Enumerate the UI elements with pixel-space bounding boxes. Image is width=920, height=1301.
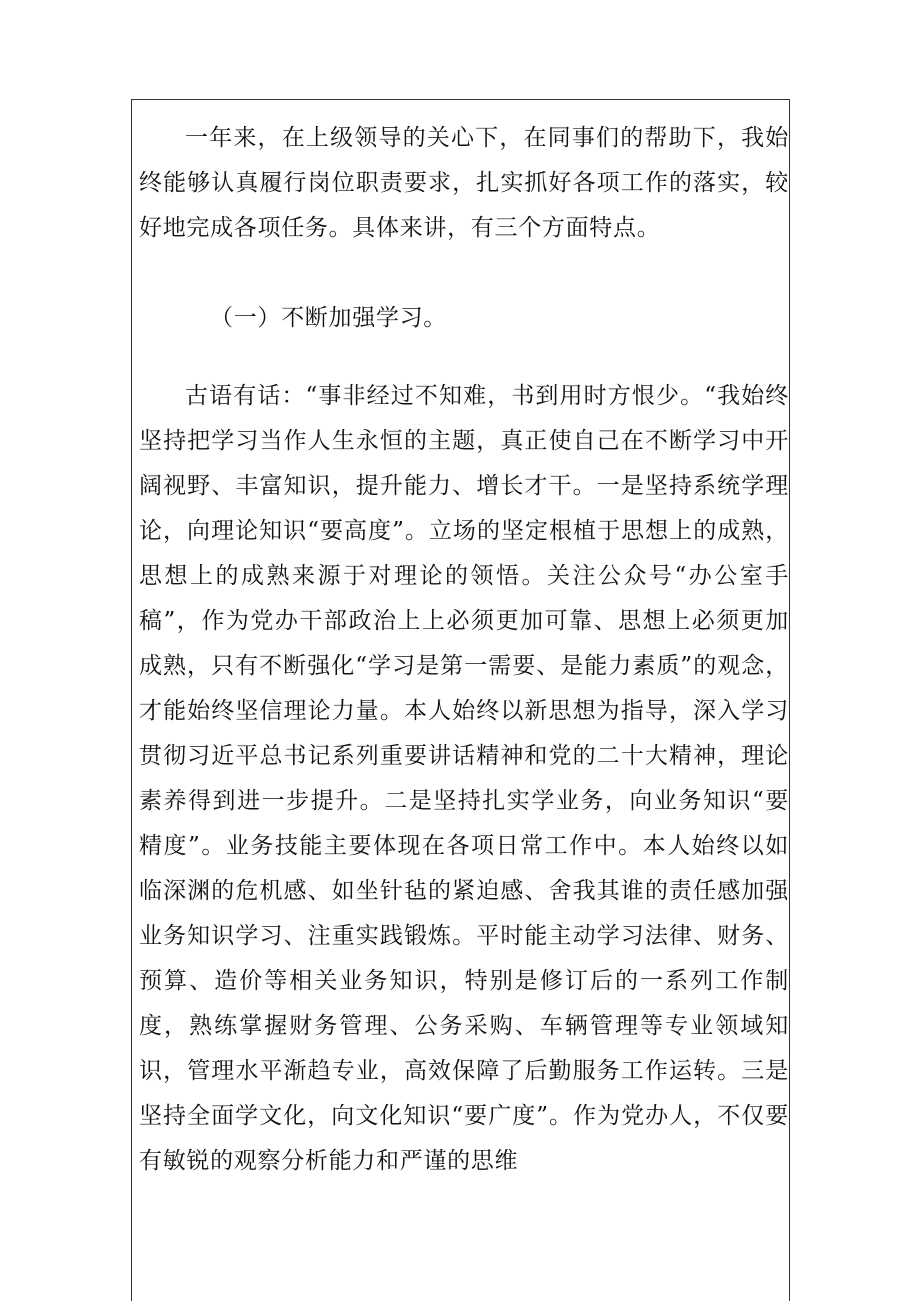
study-paragraph: 古语有话：“事非经过不知难，书到用时方恨少。“我始终坚持把学习当作人生永恒的主题，真正使自己在不断学习中开阔视野、丰富知识，提升能力、增长才干。一是坚持系统学理论，向理论知识“要高度”。立场的坚定根植于思想上的成熟，思想上的成熟来源于对理论的领悟。关注公众号“办公室手稿”，作为党办干部政治上上必须更加可靠、思想上必须更加成熟，只有不断强化“学习是第一需要、是能力素质”的观念，才能始终坚信理论力量。本人始终以新思想为指导，深入学习贯彻习近平总书记系列重要讲话精神和党的二十大精神，理论素养得到进一步提升。二是坚持扎实学业务，向业务知识“要精度”。业务技能主要体现在各项日常工作中。本人始终以如临深渊的危机感、如坐针毡的紧迫感、舍我其谁的责任感加强业务知识学习、注重实践锻炼。平时能主动学习法律、财务、预算、造价等相关业务知识，特别是修订后的一系列工作制度，熟练掌握财务管理、公务采购、车辆管理等专业领域知识，管理水平渐趋专业，高效保障了后勤服务工作运转。三是坚持全面学文化，向文化知识“要广度”。作为党办人，不仅要有敏锐的观察分析能力和严谨的思维 [139,383,789,1174]
section-heading: （一）不断加强学习。 [210,305,447,331]
intro-paragraph: 一年来，在上级领导的关心下，在同事们的帮助下，我始终能够认真履行岗位职责要求，扎实抓好各项工作的落实，较好地完成各项任务。具体来讲，有三个方面特点。 [139,125,789,241]
